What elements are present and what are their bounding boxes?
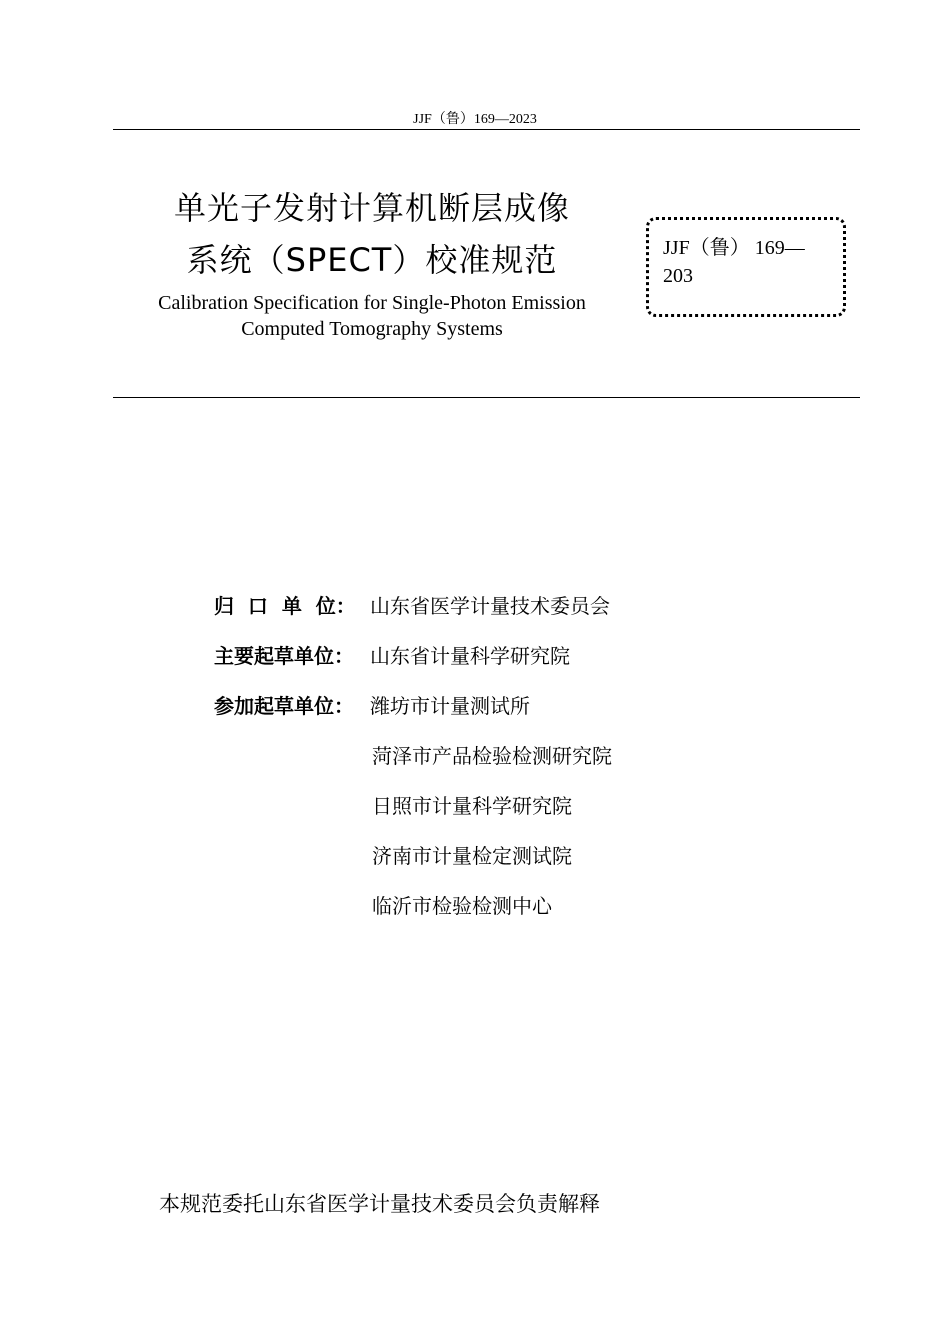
title-block	[130, 182, 614, 342]
drafting-units	[214, 590, 612, 940]
title-cn-line-1: 单光子发射计算机断层成像	[173, 189, 570, 227]
responsible-unit-label: 归 口 单 位：	[214, 594, 356, 618]
code-box-line-2: 203	[663, 265, 693, 287]
main-drafter-row	[214, 640, 612, 690]
title-rule	[113, 397, 860, 398]
participating-unit-row	[214, 690, 612, 740]
standard-code-box	[646, 217, 846, 317]
title-cn-line-2: 系统（SPECT）校准规范	[186, 241, 558, 279]
participating-unit-value: 潍坊市计量测试所	[370, 694, 530, 718]
interpretation-note: 本规范委托山东省医学计量技术委员会负责解释	[159, 1192, 600, 1216]
participating-unit-value: 日照市计量科学研究院	[372, 794, 572, 818]
title-en-line-1: Calibration Specification for Single-Photon Emission	[158, 292, 586, 314]
code-box-line-1: JJF（鲁） 169—	[663, 237, 805, 259]
title-en	[130, 290, 614, 342]
responsible-unit-value: 山东省医学计量技术委员会	[370, 594, 610, 618]
responsible-unit-row	[214, 590, 612, 640]
title-en-line-2: Computed Tomography Systems	[241, 318, 503, 340]
participating-unit-value: 临沂市检验检测中心	[372, 894, 552, 918]
header-rule	[113, 129, 860, 130]
participating-unit-value: 菏泽市产品检验检测研究院	[372, 744, 612, 768]
header-standard-code: JJF（鲁）169—2023	[413, 112, 537, 127]
main-drafter-value: 山东省计量科学研究院	[370, 644, 570, 668]
main-drafter-label: 主要起草单位：	[214, 644, 354, 668]
participating-unit-value: 济南市计量检定测试院	[372, 844, 572, 868]
participating-unit-label: 参加起草单位：	[214, 694, 354, 718]
standard-code-box-text	[663, 234, 841, 290]
